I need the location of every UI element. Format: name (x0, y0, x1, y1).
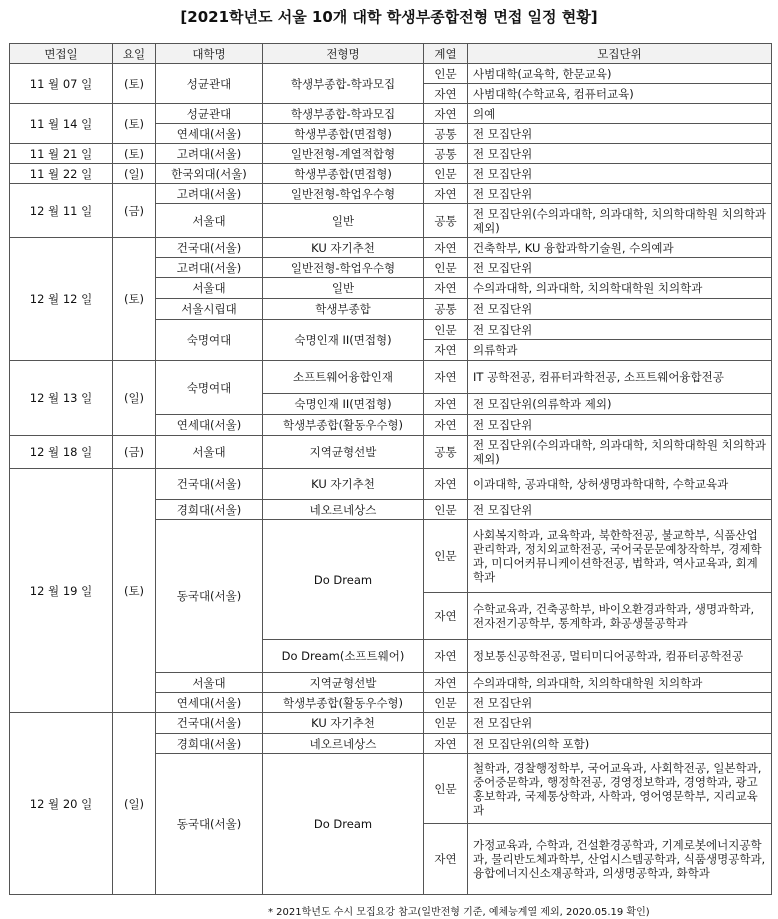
admission-type: 학생부종합-학과모집 (263, 104, 424, 124)
recruitment-unit: 전 모집단위 (468, 415, 772, 436)
admission-type: 지역균형선발 (263, 436, 424, 469)
recruitment-unit: 전 모집단위 (468, 164, 772, 184)
university-name: 고려대(서울) (156, 184, 263, 204)
table-row (10, 144, 772, 164)
track: 자연 (424, 238, 468, 258)
header-university: 대학명 (156, 44, 263, 64)
track: 인문 (424, 320, 468, 340)
admission-type: 지역균형선발 (263, 673, 424, 693)
header-date: 면접일 (10, 44, 113, 64)
university-name: 성균관대 (156, 64, 263, 104)
track: 인문 (424, 164, 468, 184)
interview-day: (일) (113, 361, 156, 436)
university-name: 서울시립대 (156, 299, 263, 320)
track: 자연 (424, 184, 468, 204)
interview-date: 11 월 07 일 (10, 64, 113, 104)
interview-date: 11 월 21 일 (10, 144, 113, 164)
track: 자연 (424, 394, 468, 415)
admission-type: 학생부종합(활동우수형) (263, 415, 424, 436)
university-name: 서울대 (156, 673, 263, 693)
recruitment-unit: 전 모집단위(수의과대학, 의과대학, 치의학대학원 치의학과 제외) (468, 204, 772, 238)
admission-type: 일반전형-학업우수형 (263, 258, 424, 278)
header-day: 요일 (113, 44, 156, 64)
admission-type: Do Dream (263, 754, 424, 895)
table-row (10, 104, 772, 124)
track: 인문 (424, 754, 468, 824)
interview-day: (토) (113, 144, 156, 164)
university-name: 고려대(서울) (156, 144, 263, 164)
admission-type: 학생부종합-학과모집 (263, 64, 424, 104)
header-recruitment-unit: 모집단위 (468, 44, 772, 64)
recruitment-unit: 수학교육과, 건축공학부, 바이오환경과학과, 생명과학과, 전자전기공학부, 통계학과, 화공생물공학과 (468, 593, 772, 640)
table-row (10, 713, 772, 734)
track: 인문 (424, 693, 468, 713)
admission-type: 일반 (263, 278, 424, 299)
recruitment-unit: IT 공학전공, 컴퓨터과학전공, 소프트웨어융합전공 (468, 361, 772, 394)
table-row (10, 238, 772, 258)
table-row (10, 184, 772, 204)
interview-date: 11 월 22 일 (10, 164, 113, 184)
recruitment-unit: 전 모집단위(의학 포함) (468, 734, 772, 754)
recruitment-unit: 전 모집단위 (468, 320, 772, 340)
track: 자연 (424, 278, 468, 299)
header-track: 계열 (424, 44, 468, 64)
track: 인문 (424, 500, 468, 520)
admission-type: KU 자기추천 (263, 238, 424, 258)
interview-day: (금) (113, 184, 156, 238)
table-row (10, 164, 772, 184)
admission-type: Do Dream (263, 520, 424, 640)
track: 자연 (424, 734, 468, 754)
header-admission-type: 전형명 (263, 44, 424, 64)
interview-date: 11 월 14 일 (10, 104, 113, 144)
recruitment-unit: 전 모집단위 (468, 713, 772, 734)
university-name: 경희대(서울) (156, 734, 263, 754)
university-name: 건국대(서울) (156, 713, 263, 734)
interview-day: (토) (113, 64, 156, 104)
track: 공통 (424, 299, 468, 320)
university-name: 숙명여대 (156, 320, 263, 361)
admission-type: KU 자기추천 (263, 713, 424, 734)
university-name: 연세대(서울) (156, 124, 263, 144)
track: 공통 (424, 124, 468, 144)
interview-day: (일) (113, 713, 156, 895)
page-title: [2021학년도 서울 10개 대학 학생부종합전형 면접 일정 현황] (180, 8, 598, 26)
admission-type: 일반전형-계열적합형 (263, 144, 424, 164)
university-name: 고려대(서울) (156, 258, 263, 278)
track: 자연 (424, 415, 468, 436)
admission-type: 네오르네상스 (263, 500, 424, 520)
interview-date: 12 월 13 일 (10, 361, 113, 436)
university-name: 경희대(서울) (156, 500, 263, 520)
track: 자연 (424, 673, 468, 693)
admission-type: 학생부종합 (263, 299, 424, 320)
table-header-row (10, 44, 772, 64)
track: 공통 (424, 204, 468, 238)
interview-date: 12 월 11 일 (10, 184, 113, 238)
recruitment-unit: 철학과, 경찰행정학부, 국어교육과, 사회학전공, 일본학과, 중어중문학과, 행정학전공, 경영정보학과, 경영학과, 광고홍보학과, 국제통상학과, 사학과, 영어영문학부, 지리교육과 (468, 754, 772, 824)
interview-day: (금) (113, 436, 156, 469)
admission-type: 소프트웨어융합인재 (263, 361, 424, 394)
university-name: 한국외대(서울) (156, 164, 263, 184)
table-body (10, 64, 772, 895)
recruitment-unit: 수의과대학, 의과대학, 치의학대학원 치의학과 (468, 278, 772, 299)
recruitment-unit: 사범대학(교육학, 한문교육) (468, 64, 772, 84)
track: 자연 (424, 640, 468, 673)
track: 인문 (424, 520, 468, 593)
admission-type: 숙명인재 II(면접형) (263, 394, 424, 415)
track: 자연 (424, 469, 468, 500)
track: 자연 (424, 361, 468, 394)
admission-type: 일반전형-학업우수형 (263, 184, 424, 204)
university-name: 숙명여대 (156, 361, 263, 415)
track: 인문 (424, 64, 468, 84)
recruitment-unit: 전 모집단위(수의과대학, 의과대학, 치의학대학원 치의학과 제외) (468, 436, 772, 469)
university-name: 서울대 (156, 278, 263, 299)
interview-date: 12 월 12 일 (10, 238, 113, 361)
recruitment-unit: 전 모집단위(의류학과 제외) (468, 394, 772, 415)
university-name: 서울대 (156, 436, 263, 469)
track: 인문 (424, 258, 468, 278)
university-name: 동국대(서울) (156, 754, 263, 895)
recruitment-unit: 사회복지학과, 교육학과, 북한학전공, 불교학부, 식품산업관리학과, 정치외교학전공, 국어국문문예창작학부, 경제학과, 미디어커뮤니케이션학전공, 법학과, 역사교육과, 회계학과 (468, 520, 772, 593)
track: 공통 (424, 436, 468, 469)
track: 자연 (424, 84, 468, 104)
admission-type: 학생부종합(활동우수형) (263, 693, 424, 713)
table-row (10, 436, 772, 469)
admission-type: 일반 (263, 204, 424, 238)
footnote: * 2021학년도 수시 모집요강 참고(일반전형 기준, 예체능계열 제외, 2020.05.19 확인) (268, 907, 650, 918)
track: 자연 (424, 824, 468, 895)
admission-type: KU 자기추천 (263, 469, 424, 500)
table-row (10, 64, 772, 84)
university-name: 서울대 (156, 204, 263, 238)
recruitment-unit: 의류학과 (468, 340, 772, 361)
recruitment-unit: 정보통신공학전공, 멀티미디어공학과, 컴퓨터공학전공 (468, 640, 772, 673)
interview-day: (토) (113, 238, 156, 361)
admission-type: 학생부종합(면접형) (263, 124, 424, 144)
track: 자연 (424, 340, 468, 361)
track: 공통 (424, 144, 468, 164)
track: 인문 (424, 713, 468, 734)
recruitment-unit: 전 모집단위 (468, 124, 772, 144)
recruitment-unit: 건축학부, KU 융합과학기술원, 수의예과 (468, 238, 772, 258)
recruitment-unit: 의예 (468, 104, 772, 124)
university-name: 연세대(서울) (156, 693, 263, 713)
university-name: 성균관대 (156, 104, 263, 124)
recruitment-unit: 이과대학, 공과대학, 상허생명과학대학, 수학교육과 (468, 469, 772, 500)
recruitment-unit: 가정교육과, 수학과, 건설환경공학과, 기계로봇에너지공학과, 물리반도체과학부, 산업시스템공학과, 식품생명공학과, 융합에너지신소재공학과, 의생명공학과, 화학과 (468, 824, 772, 895)
admission-type: 네오르네상스 (263, 734, 424, 754)
interview-date: 12 월 18 일 (10, 436, 113, 469)
table-row (10, 469, 772, 500)
recruitment-unit: 사범대학(수학교육, 컴퓨터교육) (468, 84, 772, 104)
recruitment-unit: 전 모집단위 (468, 144, 772, 164)
interview-day: (일) (113, 164, 156, 184)
admission-type: 학생부종합(면접형) (263, 164, 424, 184)
recruitment-unit: 전 모집단위 (468, 500, 772, 520)
track: 자연 (424, 104, 468, 124)
recruitment-unit: 수의과대학, 의과대학, 치의학대학원 치의학과 (468, 673, 772, 693)
interview-date: 12 월 20 일 (10, 713, 113, 895)
interview-day: (토) (113, 104, 156, 144)
university-name: 동국대(서울) (156, 520, 263, 673)
interview-day: (토) (113, 469, 156, 713)
university-name: 연세대(서울) (156, 415, 263, 436)
university-name: 건국대(서울) (156, 238, 263, 258)
university-name: 건국대(서울) (156, 469, 263, 500)
admission-type: 숙명인재 II(면접형) (263, 320, 424, 361)
recruitment-unit: 전 모집단위 (468, 184, 772, 204)
admission-type: Do Dream(소프트웨어) (263, 640, 424, 673)
recruitment-unit: 전 모집단위 (468, 299, 772, 320)
table-row (10, 361, 772, 394)
interview-date: 12 월 19 일 (10, 469, 113, 713)
recruitment-unit: 전 모집단위 (468, 693, 772, 713)
recruitment-unit: 전 모집단위 (468, 258, 772, 278)
track: 자연 (424, 593, 468, 640)
interview-schedule-table (9, 43, 772, 895)
